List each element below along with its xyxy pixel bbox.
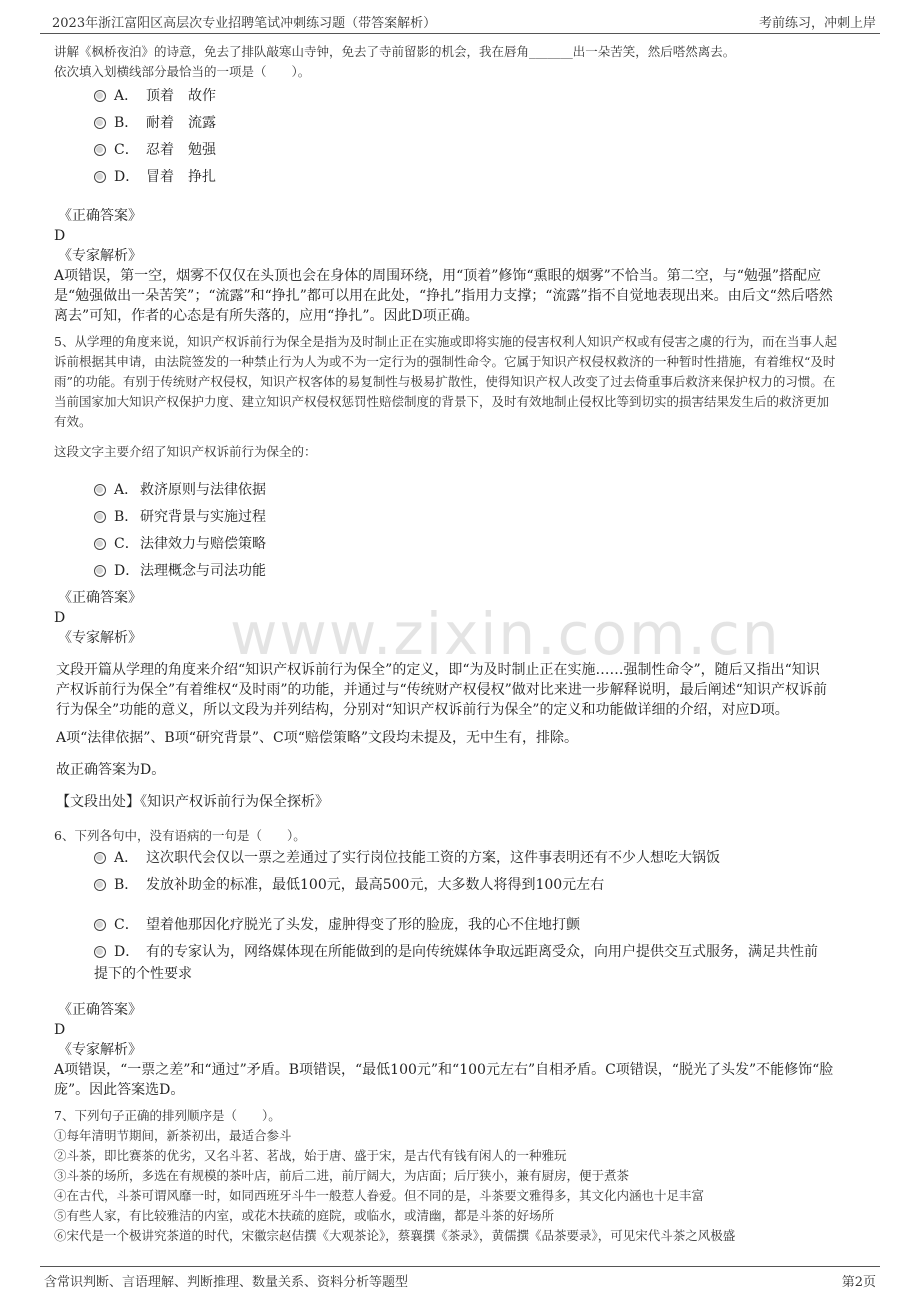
q4-stem-line: 依次填入划横线部分最恰当的一项是（ ）。	[54, 64, 311, 79]
analysis-line: 离去”可知，作者的心态是有所失落的，应用“挣扎”。因此D项正确。	[54, 308, 479, 324]
page-header	[52, 12, 876, 32]
q5-stem-line: 诉前根据其申请，由法院签发的一种禁止行为人为或不为一定行为的强制性命令。它属于知识产权侵权救济的一种暂时性措施，有着维权“及时	[54, 354, 836, 369]
q5-option-b[interactable]: B． 研究背景与实施过程	[94, 506, 266, 526]
radio-icon[interactable]	[94, 90, 106, 102]
q5-stem-line: 当前国家加大知识产权保护力度、建立知识产权侵权惩罚性赔偿制度的背景下，及时有效地制止侵权比等到切实的损害结果发生后的救济更加	[54, 394, 830, 409]
radio-icon[interactable]	[94, 946, 106, 958]
q7-item: ⑥宋代是一个极讲究茶道的时代，宋徽宗赵佶撰《大观茶论》，蔡襄撰《茶录》，黄儒撰《品茶要录》，可见宋代斗茶之风极盛	[54, 1228, 736, 1243]
q4-stem-line: 讲解《枫桥夜泊》的诗意，免去了排队敲寒山寺钟，免去了寺前留影的机会，我在唇角_______出一朵苦笑，然后嗒然离去。	[54, 44, 736, 59]
q7-item: ⑤有些人家，有比较雅洁的内室，或花木扶疏的庭院，或临水，或清幽，都是斗茶的好场所	[54, 1208, 555, 1223]
radio-icon[interactable]	[94, 171, 106, 183]
q6-option-c[interactable]: C． 望着他那因化疗脱光了头发，虚肿得变了形的脸庞，我的心不住地打颤	[94, 914, 580, 934]
q5-analysis-p3: 故正确答案为D。	[56, 762, 166, 778]
q5-stem-line: 有效。	[54, 414, 92, 429]
q6-stem: 6、下列各句中，没有语病的一句是（ ）。	[54, 828, 306, 843]
q7-stem: 7、下列句子正确的排列顺序是（ ）。	[54, 1108, 281, 1123]
header-tagline: 考前练习，冲刺上岸	[758, 16, 876, 31]
q6-answer-block	[54, 1000, 880, 1100]
radio-icon[interactable]	[94, 538, 106, 550]
watermark: www.zixin.com.cn	[230, 600, 781, 668]
q7-item: ③斗茶的场所，多选在有规模的茶叶店，前后二进，前厅阔大，为店面；后厅狭小，兼有厨房，便于煮茶	[54, 1168, 630, 1183]
answer-value: D	[54, 228, 66, 244]
radio-icon[interactable]	[94, 484, 106, 496]
q4-option-c[interactable]: C． 忍着 勉强	[94, 139, 216, 159]
q4-option-b[interactable]: B． 耐着 流露	[94, 112, 216, 132]
q5-answer-block	[54, 588, 880, 648]
analysis-line: 庞”。因此答案选D。	[54, 1082, 185, 1098]
header-title: 2023年浙江富阳区高层次专业招聘笔试冲刺练习题（带答案解析）	[52, 16, 437, 31]
answer-label: 《正确答案》	[58, 208, 142, 224]
q5-source: 【文段出处】《知识产权诉前行为保全探析》	[56, 794, 329, 810]
q5-stem-line: 雨”的功能。有别于传统财产权侵权，知识产权客体的易复制性与极易扩散性，使得知识产权人改变了过去倚重事后救济来保护权力的习惯。在	[54, 374, 836, 389]
q5-question: 这段文字主要介绍了知识产权诉前行为保全的：	[54, 444, 317, 459]
q6-option-b[interactable]: B． 发放补助金的标准，最低100元，最高500元，大多数人将得到100元左右	[94, 874, 604, 894]
q5-option-c[interactable]: C．法律效力与赔偿策略	[94, 533, 266, 553]
answer-label: 《正确答案》	[58, 1002, 142, 1018]
footer-divider	[40, 1266, 880, 1267]
q6-option-d[interactable]: D． 有的专家认为，网络媒体现在所能做到的是向传统媒体争取远距离受众，向用户提供交互式服务，满足共性前	[94, 941, 818, 961]
q5-analysis-p2: A项“法律依据”、B项“研究背景”、C项“赔偿策略”文段均未提及，无中生有，排除。	[56, 730, 579, 746]
analysis-line: A项错误，“一票之差”和“通过”矛盾。B项错误，“最低100元”和“100元左右”自相矛盾。C项错误，“脱光了头发”不能修饰“脸	[54, 1062, 834, 1078]
q4-answer-block	[54, 206, 880, 326]
analysis-label: 《专家解析》	[58, 630, 142, 646]
page-number: 第2页	[841, 1275, 876, 1290]
q7-item: ②斗茶，即比赛茶的优劣，又名斗茗、茗战，始于唐、盛于宋，是古代有钱有闲人的一种雅玩	[54, 1148, 567, 1163]
answer-value: D	[54, 1022, 66, 1038]
radio-icon[interactable]	[94, 144, 106, 156]
analysis-line: A项错误，第一空，烟雾不仅仅在头顶也会在身体的周围环绕，用“顶着”修饰“熏眼的烟雾”不恰当。第二空，与“勉强”搭配应	[54, 268, 822, 284]
analysis-line: 是“勉强做出一朵苦笑”；“流露”和“挣扎”都可以用在此处，“挣扎”指用力支撑；“流露”指不自觉地表现出来。由后文“然后嗒然	[54, 288, 833, 304]
analysis-label: 《专家解析》	[58, 1042, 142, 1058]
q5-stem-line: 5、从学理的角度来说，知识产权诉前行为保全是指为及时制止正在实施或即将实施的侵害权利人知识产权或有侵害之虞的行为，而在当事人起	[54, 334, 837, 349]
q7-item: ①每年清明节期间，新茶初出，最适合参斗	[54, 1128, 292, 1143]
radio-icon[interactable]	[94, 511, 106, 523]
q5-analysis-p1	[56, 660, 882, 720]
q6-option-d-continuation: 提下的个性要求	[94, 966, 192, 982]
q5-stem	[54, 332, 880, 432]
q4-option-a[interactable]: A． 顶着 故作	[94, 85, 216, 105]
radio-icon[interactable]	[94, 919, 106, 931]
analysis-line: 文段开篇从学理的角度来介绍“知识产权诉前行为保全”的定义，即“为及时制止正在实施……强制性命令”，随后又指出“知识	[56, 662, 820, 678]
answer-label: 《正确答案》	[58, 590, 142, 606]
analysis-line: 产权诉前行为保全”有着维权“及时雨”的功能，并通过与“传统财产权侵权”做对比来进一步解释说明，最后阐述“知识产权诉前	[56, 682, 827, 698]
q7-block	[54, 1106, 880, 1246]
radio-icon[interactable]	[94, 852, 106, 864]
footer-note: 含常识判断、言语理解、判断推理、数量关系、资料分析等题型	[44, 1275, 409, 1290]
q7-item: ④在古代，斗茶可谓风靡一时，如同西班牙斗牛一般惹人眷爱。但不同的是，斗茶要文雅得多，其文化内涵也十足丰富	[54, 1188, 705, 1203]
q4-option-d[interactable]: D． 冒着 挣扎	[94, 166, 216, 186]
q6-option-a[interactable]: A． 这次职代会仅以一票之差通过了实行岗位技能工资的方案，这件事表明还有不少人想吃大锅饭	[94, 847, 720, 867]
analysis-label: 《专家解析》	[58, 248, 142, 264]
q5-option-d[interactable]: D．法理概念与司法功能	[94, 560, 266, 580]
header-divider	[40, 33, 880, 34]
analysis-line: 行为保全”功能的意义，所以文段为并列结构，分别对“知识产权诉前行为保全”的定义和功能做详细的介绍，对应D项。	[56, 702, 789, 718]
answer-value: D	[54, 610, 66, 626]
radio-icon[interactable]	[94, 117, 106, 129]
q5-option-a[interactable]: A． 救济原则与法律依据	[94, 479, 266, 499]
radio-icon[interactable]	[94, 565, 106, 577]
radio-icon[interactable]	[94, 879, 106, 891]
q4-stem	[54, 42, 880, 82]
